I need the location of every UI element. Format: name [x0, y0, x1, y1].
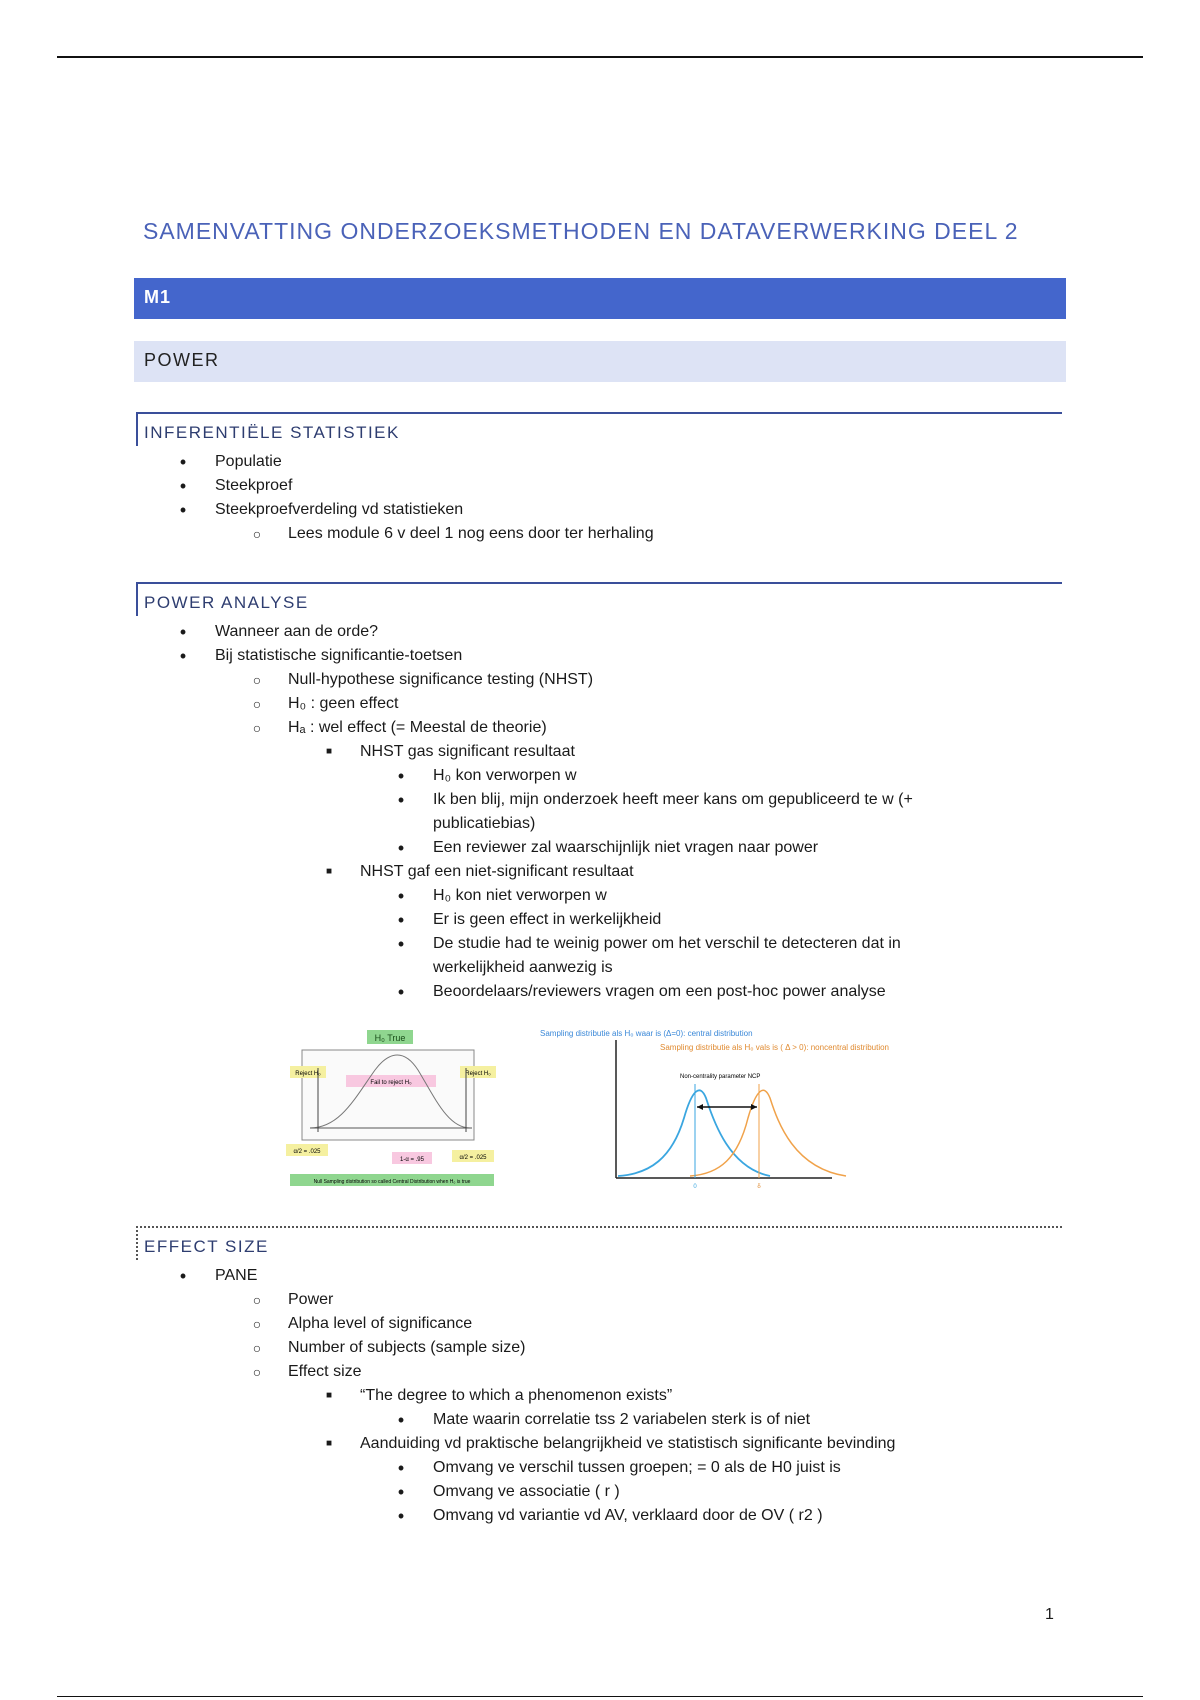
list-power-analyse [0, 620, 993, 1004]
list-item: • H₀ kon niet verworpen w [0, 884, 993, 908]
bullet-icon: • [397, 790, 405, 810]
bullet-icon: • [397, 1410, 405, 1430]
module-heading [134, 278, 1066, 319]
circle-bullet-icon: ○ [252, 1316, 262, 1332]
list-item: ○ Hₐ : wel effect (= Meestal de theorie) [0, 716, 993, 740]
section-heading [134, 341, 1066, 382]
bullet-icon: • [397, 1506, 405, 1526]
square-bullet-icon: ■ [325, 1438, 333, 1449]
figure1-alpha-right: α/2 = .025 [459, 1155, 487, 1161]
square-bullet-icon: ■ [325, 866, 333, 877]
list-item: ○ Lees module 6 v deel 1 nog eens door ter herhaling [0, 522, 654, 546]
page-number: 1 [1045, 1606, 1054, 1623]
figure2-ncp-arrow-right-head [751, 1104, 757, 1110]
bullet-icon: • [179, 452, 187, 472]
list-item: • De studie had te weinig power om het verschil te detecteren dat in werkelijkheid aanwezig is [0, 932, 993, 980]
list-item: • H₀ kon verworpen w [0, 764, 993, 788]
circle-bullet-icon: ○ [252, 696, 262, 712]
circle-bullet-icon: ○ [252, 720, 262, 736]
figure2-noncentral-curve [690, 1090, 846, 1176]
bullet-icon: • [397, 1458, 405, 1478]
module-heading-label: M1 [144, 287, 172, 307]
list-item: ○ Power [0, 1288, 993, 1312]
figure1-alpha-left: α/2 = .025 [293, 1149, 321, 1155]
bottom-rule [57, 1696, 1143, 1697]
heading-effect-size-label: EFFECT SIZE [144, 1237, 269, 1256]
section-heading-label: POWER [144, 350, 220, 370]
list-item: • Wanneer aan de orde? [0, 620, 993, 644]
list-item: • Populatie [0, 450, 654, 474]
bullet-icon: • [397, 910, 405, 930]
figure1-top-label: H₀ True [374, 1033, 406, 1043]
square-bullet-icon: ■ [325, 1390, 333, 1401]
figure2-noncentral-caption: Sampling distributie als H₀ vals is ( Δ > 0): noncentral distribution [660, 1043, 889, 1052]
circle-bullet-icon: ○ [252, 672, 262, 688]
figure2-central-caption: Sampling distributie als H₀ waar is (Δ=0): central distribution [540, 1029, 753, 1038]
list-item: • Een reviewer zal waarschijnlijk niet vragen naar power [0, 836, 993, 860]
list-item: ■ NHST gaf een niet-significant resultaat [0, 860, 993, 884]
bullet-icon: • [179, 646, 187, 666]
list-item: • Er is geen effect in werkelijkheid [0, 908, 993, 932]
figure2-tick-delta: δ [757, 1184, 761, 1190]
bullet-icon: • [397, 838, 405, 858]
list-item: • Omvang vd variantie vd AV, verklaard door de OV ( r2 ) [0, 1504, 993, 1528]
list-item: • Beoordelaars/reviewers vragen om een post-hoc power analyse [0, 980, 993, 1004]
list-item: • Steekproef [0, 474, 654, 498]
heading-inferentiele-label: INFERENTIËLE STATISTIEK [144, 423, 400, 442]
list-item: • Bij statistische significantie-toetsen [0, 644, 993, 668]
list-item: ○ H₀ : geen effect [0, 692, 993, 716]
list-effect-size [0, 1264, 993, 1528]
heading-inferentiele [136, 412, 1062, 446]
list-item: ○ Alpha level of significance [0, 1312, 993, 1336]
list-item: ■ Aanduiding vd praktische belangrijkheid ve statistisch significante bevinding [0, 1432, 993, 1456]
figure1-left-reject: Reject H₀ [295, 1071, 321, 1077]
bullet-icon: • [397, 886, 405, 906]
figure1-conf: 1-α = .95 [400, 1157, 424, 1163]
noncentral-distribution-figure [540, 1029, 889, 1190]
top-rule [57, 56, 1143, 58]
circle-bullet-icon: ○ [252, 1292, 262, 1308]
bullet-icon: • [179, 1266, 187, 1286]
list-item: • Ik ben blij, mijn onderzoek heeft meer kans om gepubliceerd te w (+ publicatiebias) [0, 788, 993, 836]
list-item: • Steekproefverdeling vd statistieken [0, 498, 654, 522]
circle-bullet-icon: ○ [252, 1364, 262, 1380]
list-item: ○ Number of subjects (sample size) [0, 1336, 993, 1360]
list-item: ■ NHST gas significant resultaat [0, 740, 993, 764]
figure1-middle: Fail to reject H₀ [370, 1080, 412, 1086]
list-item: • PANE [0, 1264, 993, 1288]
central-distribution-figure [286, 1030, 496, 1186]
list-item: ○ Null-hypothese significance testing (NHST) [0, 668, 993, 692]
bullet-icon: • [397, 934, 405, 954]
bullet-icon: • [397, 1482, 405, 1502]
bullet-icon: • [179, 500, 187, 520]
figure2-ncp-label: Non-centrality parameter NCP [680, 1074, 761, 1080]
bullet-icon: • [397, 766, 405, 786]
list-item: • Omvang ve verschil tussen groepen; = 0 als de H0 juist is [0, 1456, 993, 1480]
figure2-central-curve [618, 1090, 770, 1176]
bullet-icon: • [179, 476, 187, 496]
heading-power-analyse-label: POWER ANALYSE [144, 593, 309, 612]
list-item: ○ Effect size [0, 1360, 993, 1384]
figure2-tick-zero: 0 [693, 1184, 697, 1190]
circle-bullet-icon: ○ [252, 526, 262, 542]
list-item: • Mate waarin correlatie tss 2 variabelen sterk is of niet [0, 1408, 993, 1432]
figure1-frame [302, 1050, 474, 1140]
figure1-right-reject: Reject H₀ [465, 1071, 491, 1077]
bullet-icon: • [397, 982, 405, 1002]
list-inferentiele [0, 450, 654, 546]
figure1-bottom: Null Sampling distribution so called Central Distribution when H₀ is true [313, 1179, 471, 1185]
circle-bullet-icon: ○ [252, 1340, 262, 1356]
list-item: ■ “The degree to which a phenomenon exists” [0, 1384, 993, 1408]
bullet-icon: • [179, 622, 187, 642]
power-figures [0, 1028, 1200, 1198]
document-title: SAMENVATTING ONDERZOEKSMETHODEN EN DATAVERWERKING DEEL 2 [143, 218, 1019, 244]
heading-power-analyse [136, 582, 1062, 616]
list-item: • Omvang ve associatie ( r ) [0, 1480, 993, 1504]
heading-effect-size [136, 1226, 1062, 1260]
square-bullet-icon: ■ [325, 746, 333, 757]
figure2-ncp-arrow-left-head [697, 1104, 703, 1110]
